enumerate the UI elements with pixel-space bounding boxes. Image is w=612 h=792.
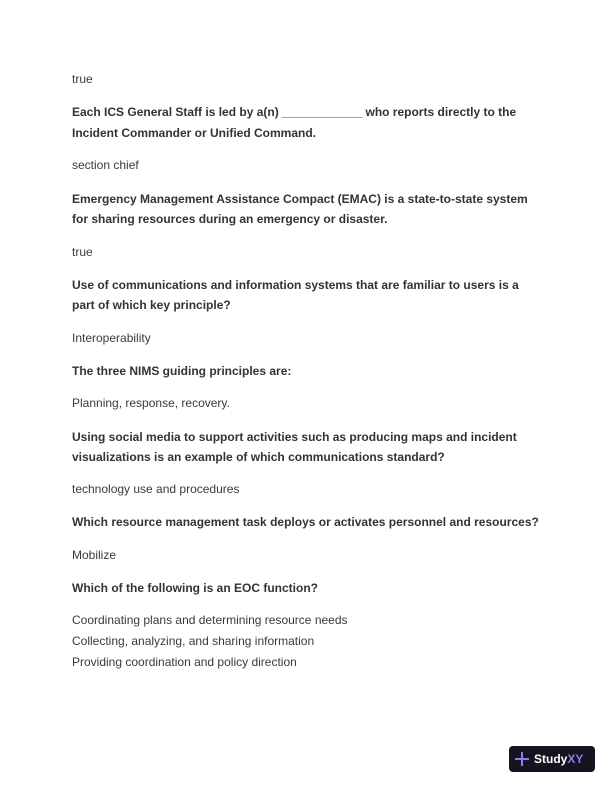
answer-text: Interoperability bbox=[72, 331, 151, 345]
answer-text: true bbox=[72, 72, 93, 86]
question-text: Which of the following is an EOC function? bbox=[72, 581, 318, 595]
answer-text: true bbox=[72, 245, 93, 259]
question-text: The three NIMS guiding principles are: bbox=[72, 364, 292, 378]
logo-text-main: Study bbox=[534, 752, 568, 766]
studyxy-logo[interactable] bbox=[509, 746, 595, 772]
question-text: Emergency Management Assistance Compact (EMAC) is a state-to-state system bbox=[72, 192, 528, 206]
question-text: Each ICS General Staff is led by a(n) ____________ who reports directly to the bbox=[72, 105, 517, 119]
answer-text: Planning, response, recovery. bbox=[72, 396, 230, 410]
question-text: for sharing resources during an emergency or disaster. bbox=[72, 212, 388, 226]
answer-list-item: Providing coordination and policy direction bbox=[72, 655, 297, 669]
question-text: Incident Commander or Unified Command. bbox=[72, 126, 317, 140]
plus-icon bbox=[515, 752, 529, 766]
logo-text-accent: XY bbox=[567, 752, 584, 766]
answer-list-item: Coordinating plans and determining resource needs bbox=[72, 613, 348, 627]
answer-list-item: Collecting, analyzing, and sharing information bbox=[72, 634, 315, 648]
answer-text: Mobilize bbox=[72, 548, 117, 562]
question-text: Use of communications and information systems that are familiar to users is a bbox=[72, 278, 519, 292]
question-text: Which resource management task deploys or activates personnel and resources? bbox=[72, 515, 539, 529]
question-text: visualizations is an example of which communications standard? bbox=[72, 450, 445, 464]
question-text: part of which key principle? bbox=[72, 298, 231, 312]
question-text: Using social media to support activities such as producing maps and incident bbox=[72, 430, 517, 444]
answer-text: section chief bbox=[72, 158, 139, 172]
answer-text: technology use and procedures bbox=[72, 482, 240, 496]
